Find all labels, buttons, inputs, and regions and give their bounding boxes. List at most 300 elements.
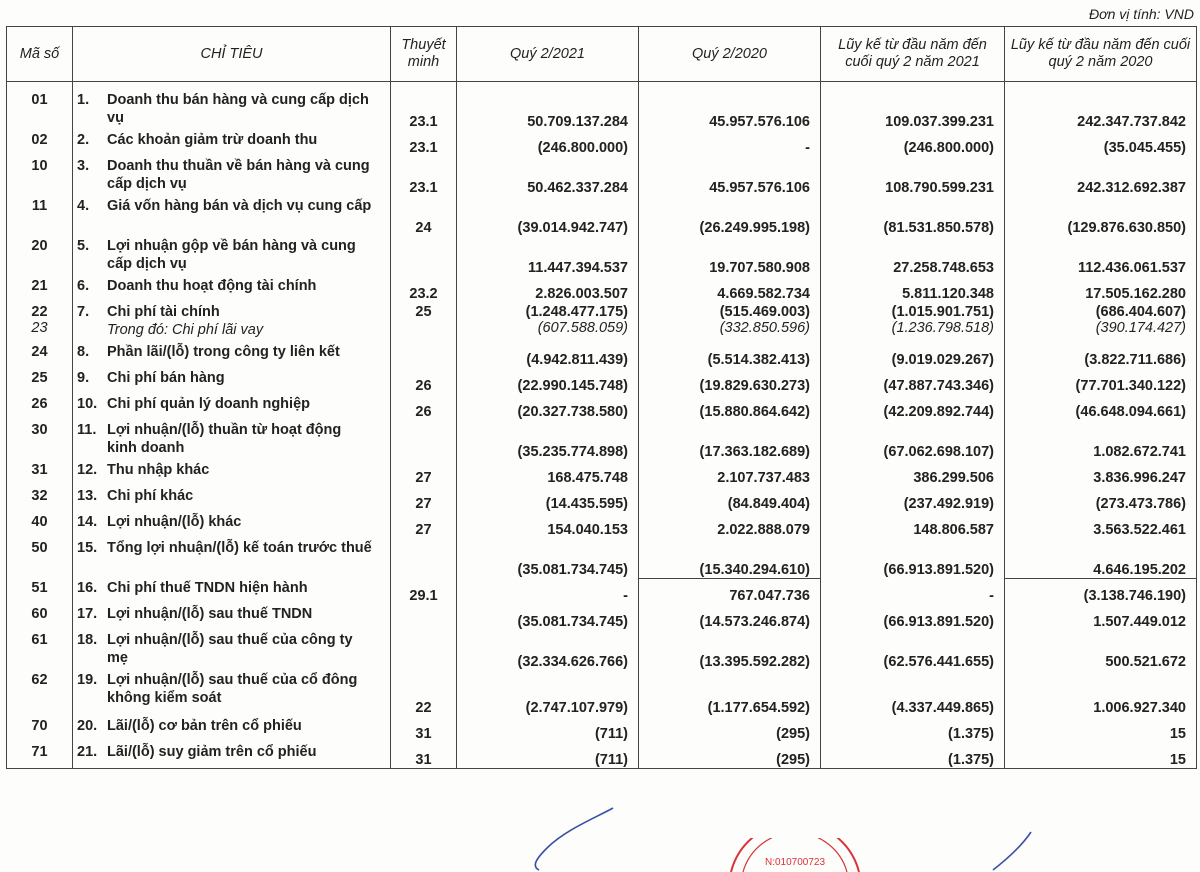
q2-2021-cell xyxy=(457,604,639,630)
value-ytd-2020: 15 xyxy=(1169,751,1186,768)
header-item: CHỈ TIÊU xyxy=(73,27,391,82)
value-ytd-2020: (46.648.094.661) xyxy=(1075,404,1186,420)
q2-2021-cell xyxy=(457,420,639,460)
row-number: 18. xyxy=(77,632,98,648)
ytd-2020-cell xyxy=(1005,130,1197,156)
value-ytd-2020: (35.045.455) xyxy=(1103,140,1186,156)
ytd-2021-cell xyxy=(821,630,1005,670)
ytd-2021-cell xyxy=(821,742,1005,768)
q2-2021-cell xyxy=(457,486,639,512)
q2-2020-cell xyxy=(639,90,821,130)
value-q2-2021: (22.990.145.748) xyxy=(517,378,628,394)
value-ytd-2020: (686.404.607) xyxy=(1095,304,1186,320)
row-code: 50 xyxy=(31,540,48,556)
code-cell xyxy=(7,130,73,156)
value-q2-2021: (2.747.107.979) xyxy=(525,700,628,716)
q2-2021-cell xyxy=(457,394,639,420)
row-label: Lợi nhuận/(lỗ) sau thuế của cổ đông không kiểm soát xyxy=(107,672,358,706)
q2-2020-cell xyxy=(639,156,821,196)
value-q2-2021: - xyxy=(623,588,628,604)
value-q2-2021: (14.435.595) xyxy=(545,496,628,512)
row-number: 11. xyxy=(77,422,97,438)
item-cell xyxy=(73,90,391,130)
table-row xyxy=(7,302,1197,342)
value-q2-2020: (84.849.404) xyxy=(727,496,810,512)
ytd-2021-cell xyxy=(821,342,1005,368)
table-row xyxy=(7,90,1197,130)
ytd-2020-cell xyxy=(1005,90,1197,130)
value-q2-2020: 767.047.736 xyxy=(729,588,810,604)
q2-2020-cell xyxy=(639,578,821,604)
ytd-2021-cell xyxy=(821,604,1005,630)
row-code: 62 xyxy=(31,672,48,688)
row-label: Chi phí khác xyxy=(107,488,194,504)
value-ytd-2021: (1.015.901.751) xyxy=(891,304,994,320)
table-row xyxy=(7,716,1197,742)
item-cell xyxy=(73,156,391,196)
table-row xyxy=(7,486,1197,512)
value-ytd-2020: (3.822.711.686) xyxy=(1084,352,1186,368)
value-ytd-2020: 3.563.522.461 xyxy=(1093,522,1186,538)
unit-label: Đơn vị tính: VND xyxy=(1089,6,1194,22)
row-label: Tổng lợi nhuận/(lỗ) kế toán trước thuế xyxy=(107,540,372,556)
note-cell xyxy=(391,302,457,342)
note-cell xyxy=(391,156,457,196)
value-ytd-2020: 242.347.737.842 xyxy=(1077,114,1186,130)
note-cell xyxy=(391,368,457,394)
code-cell xyxy=(7,394,73,420)
ytd-2021-cell xyxy=(821,670,1005,716)
ytd-2020-cell xyxy=(1005,604,1197,630)
q2-2020-cell xyxy=(639,538,821,578)
q2-2020-cell xyxy=(639,196,821,236)
note-cell xyxy=(391,90,457,130)
value-ytd-2021: (237.492.919) xyxy=(903,496,994,512)
row-label: Chi phí tài chính xyxy=(107,304,220,320)
q2-2021-cell xyxy=(457,276,639,302)
item-cell xyxy=(73,196,391,236)
value-q2-2020: (515.469.003) xyxy=(719,304,810,320)
table-row xyxy=(7,236,1197,276)
ytd-2021-cell xyxy=(821,90,1005,130)
ytd-2020-cell xyxy=(1005,742,1197,768)
ytd-2021-cell xyxy=(821,368,1005,394)
value-ytd-2021: (66.913.891.520) xyxy=(883,562,994,578)
q2-2020-cell xyxy=(639,512,821,538)
value-q2-2021: 11.447.394.537 xyxy=(528,260,628,276)
row-number: 14. xyxy=(77,514,98,530)
item-cell xyxy=(73,236,391,276)
value-q2-2020: (17.363.182.689) xyxy=(699,444,810,460)
value-q2-2021: 168.475.748 xyxy=(547,470,628,486)
value-q2-2021: (711) xyxy=(594,751,628,768)
table-row xyxy=(7,394,1197,420)
code-cell xyxy=(7,630,73,670)
row-label: Lãi/(lỗ) cơ bản trên cổ phiếu xyxy=(107,718,302,734)
row-label: Lợi nhuận/(lỗ) khác xyxy=(107,514,242,530)
q2-2021-cell xyxy=(457,670,639,716)
ytd-2021-cell xyxy=(821,460,1005,486)
q2-2020-cell xyxy=(639,236,821,276)
item-cell xyxy=(73,670,391,716)
item-cell xyxy=(73,512,391,538)
row-note: 25 xyxy=(415,304,432,320)
table-row xyxy=(7,130,1197,156)
row-number: 21. xyxy=(77,744,98,760)
item-cell xyxy=(73,538,391,578)
code-cell xyxy=(7,486,73,512)
header-code: Mã số xyxy=(7,27,73,82)
q2-2020-cell xyxy=(639,716,821,742)
row-number: 19. xyxy=(77,672,98,688)
value-q2-2020: 19.707.580.908 xyxy=(709,260,810,276)
value-q2-2020: - xyxy=(805,140,810,156)
row-number: 2. xyxy=(77,132,90,148)
row-code: 31 xyxy=(31,462,48,478)
q2-2021-cell xyxy=(457,156,639,196)
row-note: 31 xyxy=(415,751,432,768)
q2-2020-cell xyxy=(639,670,821,716)
header-q2-2020: Quý 2/2020 xyxy=(639,27,821,82)
ytd-2021-cell xyxy=(821,716,1005,742)
value-ytd-2020: 15 xyxy=(1169,726,1186,742)
row-code: 11 xyxy=(31,198,48,214)
ytd-2020-cell xyxy=(1005,630,1197,670)
note-cell xyxy=(391,604,457,630)
row-code: 71 xyxy=(31,744,48,760)
item-cell xyxy=(73,604,391,630)
row-note: 22 xyxy=(415,700,432,716)
note-cell xyxy=(391,670,457,716)
code-cell xyxy=(7,156,73,196)
note-cell xyxy=(391,716,457,742)
value-q2-2020: 2.107.737.483 xyxy=(717,470,810,486)
ytd-2021-cell xyxy=(821,578,1005,604)
table-row xyxy=(7,196,1197,236)
value-q2-2020: (1.177.654.592) xyxy=(707,700,810,716)
value-ytd-2020: (273.473.786) xyxy=(1095,496,1186,512)
code-cell xyxy=(7,512,73,538)
q2-2021-cell xyxy=(457,716,639,742)
row-label: Doanh thu thuần về bán hàng và cung cấp dịch vụ xyxy=(107,158,370,192)
ytd-2021-cell xyxy=(821,130,1005,156)
ytd-2021-cell xyxy=(821,486,1005,512)
value-ytd-2021: 5.811.120.348 xyxy=(902,286,994,302)
value-ytd-2021: - xyxy=(989,588,994,604)
value-q2-2021: (711) xyxy=(594,726,628,742)
code-cell xyxy=(7,342,73,368)
item-cell xyxy=(73,368,391,394)
q2-2021-cell xyxy=(457,578,639,604)
row-code: 01 xyxy=(31,92,48,108)
code-cell xyxy=(7,90,73,130)
value-ytd-2021: (42.209.892.744) xyxy=(883,404,994,420)
table-body xyxy=(7,82,1197,769)
value-ytd-2021: (62.576.441.655) xyxy=(883,654,994,670)
value-q2-2021: 50.709.137.284 xyxy=(527,114,628,130)
ytd-2020-cell xyxy=(1005,156,1197,196)
item-cell xyxy=(73,302,391,342)
code-cell xyxy=(7,196,73,236)
q2-2020-cell xyxy=(639,302,821,342)
ytd-2020-cell xyxy=(1005,716,1197,742)
row-label: Chi phí thuế TNDN hiện hành xyxy=(107,580,308,596)
value-ytd-2021: 148.806.587 xyxy=(913,522,994,538)
value-ytd-2020: 17.505.162.280 xyxy=(1085,286,1186,302)
note-cell xyxy=(391,486,457,512)
ytd-2021-cell xyxy=(821,512,1005,538)
row-label: Thu nhập khác xyxy=(107,462,210,478)
row-note: 24 xyxy=(415,220,432,236)
row-number: 13. xyxy=(77,488,98,504)
note-cell xyxy=(391,512,457,538)
row-code: 30 xyxy=(31,422,48,438)
item-cell xyxy=(73,394,391,420)
row-label: Giá vốn hàng bán và dịch vụ cung cấp xyxy=(107,198,372,214)
table-row xyxy=(7,460,1197,486)
value-q2-2020: (26.249.995.198) xyxy=(699,220,810,236)
value-ytd-2020: 1.507.449.012 xyxy=(1093,614,1186,630)
ytd-2021-cell xyxy=(821,302,1005,342)
note-cell xyxy=(391,538,457,578)
item-cell xyxy=(73,420,391,460)
row-number: 7. xyxy=(77,304,90,320)
ytd-2020-cell xyxy=(1005,342,1197,368)
note-cell xyxy=(391,630,457,670)
row-label: Lãi/(lỗ) suy giảm trên cổ phiếu xyxy=(107,744,317,760)
code-cell xyxy=(7,670,73,716)
value-ytd-2020: 242.312.692.387 xyxy=(1077,180,1186,196)
note-cell xyxy=(391,276,457,302)
table-row xyxy=(7,342,1197,368)
code-cell xyxy=(7,368,73,394)
value-q2-2020: (14.573.246.874) xyxy=(699,614,810,630)
q2-2021-cell xyxy=(457,236,639,276)
code-cell xyxy=(7,716,73,742)
value-q2-2021: (39.014.942.747) xyxy=(517,220,628,236)
value-ytd-2021: (81.531.850.578) xyxy=(883,220,994,236)
table-row xyxy=(7,604,1197,630)
q2-2020-cell xyxy=(639,368,821,394)
row-label: Doanh thu bán hàng và cung cấp dịch vụ xyxy=(107,92,369,126)
item-cell xyxy=(73,716,391,742)
header-ytd-2021: Lũy kế từ đầu năm đến cuối quý 2 năm 2021 xyxy=(821,27,1005,82)
code-cell xyxy=(7,276,73,302)
row-code: 22 xyxy=(31,304,48,320)
row-label: Phần lãi/(lỗ) trong công ty liên kết xyxy=(107,344,340,360)
value-ytd-2020: 112.436.061.537 xyxy=(1077,260,1186,276)
value-q2-2020: (5.514.382.413) xyxy=(707,352,810,368)
value-q2-2020: (295) xyxy=(776,726,810,742)
ytd-2020-cell xyxy=(1005,578,1197,604)
q2-2021-cell xyxy=(457,742,639,768)
item-cell xyxy=(73,342,391,368)
item-cell xyxy=(73,630,391,670)
value-ytd-2021: 386.299.506 xyxy=(913,470,994,486)
value-ytd-2021: 109.037.399.231 xyxy=(885,114,994,130)
code-cell xyxy=(7,302,73,342)
value-q2-2021: (35.081.734.745) xyxy=(517,614,628,630)
value-ytd-2021: (246.800.000) xyxy=(903,140,994,156)
value-ytd-2020: 3.836.996.247 xyxy=(1093,470,1186,486)
row-note: 23.1 xyxy=(409,114,438,130)
note-cell xyxy=(391,196,457,236)
row-code: 61 xyxy=(31,632,48,648)
row-note: 23.1 xyxy=(409,180,438,196)
code-cell xyxy=(7,460,73,486)
ytd-2021-cell xyxy=(821,196,1005,236)
header-note: Thuyết minh xyxy=(391,27,457,82)
row-number: 9. xyxy=(77,370,90,386)
stamp-text: N:010700723 xyxy=(765,857,826,868)
value-ytd-2020: (129.876.630.850) xyxy=(1067,220,1186,236)
value-q2-2021: (1.248.477.175) xyxy=(525,304,628,320)
row-code: 32 xyxy=(31,488,48,504)
row-note: 27 xyxy=(415,522,432,538)
item-cell xyxy=(73,460,391,486)
row-label: Chi phí quản lý doanh nghiệp xyxy=(107,396,310,412)
note-cell xyxy=(391,130,457,156)
row-code: 02 xyxy=(31,132,48,148)
value-ytd-2021: (1.375) xyxy=(948,751,994,768)
row-number: 1. xyxy=(77,92,90,108)
q2-2020-cell xyxy=(639,460,821,486)
ytd-2020-cell xyxy=(1005,394,1197,420)
row-label-sub: Trong đó: Chi phí lãi vay xyxy=(107,321,264,338)
value-q2-2020: 45.957.576.106 xyxy=(709,114,810,130)
ytd-2020-cell xyxy=(1005,486,1197,512)
row-code: 60 xyxy=(31,606,48,622)
value-ytd-2021: (67.062.698.107) xyxy=(883,444,994,460)
row-code: 40 xyxy=(31,514,48,530)
table-row xyxy=(7,368,1197,394)
note-cell xyxy=(391,420,457,460)
ytd-2020-cell xyxy=(1005,368,1197,394)
row-label: Chi phí bán hàng xyxy=(107,370,225,386)
row-label: Các khoản giảm trừ doanh thu xyxy=(107,132,318,148)
q2-2021-cell xyxy=(457,342,639,368)
table-row xyxy=(7,670,1197,716)
ytd-2020-cell xyxy=(1005,196,1197,236)
value-q2-2021: (4.942.811.439) xyxy=(526,352,628,368)
value-q2-2020-sub: (332.850.596) xyxy=(719,320,810,336)
note-cell xyxy=(391,460,457,486)
note-cell xyxy=(391,342,457,368)
ytd-2020-cell xyxy=(1005,236,1197,276)
row-label: Lợi nhuận/(lỗ) sau thuế TNDN xyxy=(107,606,313,622)
row-label: Doanh thu hoạt động tài chính xyxy=(107,278,317,294)
row-note: 29.1 xyxy=(409,588,438,604)
note-cell xyxy=(391,236,457,276)
value-q2-2020: (13.395.592.282) xyxy=(699,654,810,670)
item-cell xyxy=(73,742,391,768)
q2-2020-cell xyxy=(639,420,821,460)
ytd-2021-cell xyxy=(821,394,1005,420)
q2-2021-cell xyxy=(457,130,639,156)
income-statement-table xyxy=(6,26,1197,769)
code-cell xyxy=(7,236,73,276)
code-cell xyxy=(7,604,73,630)
row-code: 25 xyxy=(31,370,48,386)
row-code: 20 xyxy=(31,238,48,254)
header-q2-2021: Quý 2/2021 xyxy=(457,27,639,82)
q2-2020-cell xyxy=(639,742,821,768)
note-cell xyxy=(391,742,457,768)
value-ytd-2020: 500.521.672 xyxy=(1105,654,1186,670)
row-number: 12. xyxy=(77,462,98,478)
row-note: 31 xyxy=(415,726,432,742)
row-label: Lợi nhuận/(lỗ) sau thuế của công ty mẹ xyxy=(107,632,353,666)
value-q2-2020: (295) xyxy=(776,751,810,768)
row-note: 26 xyxy=(415,378,432,394)
q2-2020-cell xyxy=(639,604,821,630)
ytd-2020-cell xyxy=(1005,512,1197,538)
q2-2021-cell xyxy=(457,368,639,394)
row-note: 26 xyxy=(415,404,432,420)
value-ytd-2020: 1.006.927.340 xyxy=(1093,700,1186,716)
q2-2021-cell xyxy=(457,196,639,236)
q2-2020-cell xyxy=(639,630,821,670)
signature-mark-right xyxy=(985,830,1045,872)
row-number: 15. xyxy=(77,540,98,556)
ytd-2021-cell xyxy=(821,420,1005,460)
company-stamp xyxy=(725,838,865,872)
q2-2020-cell xyxy=(639,394,821,420)
row-number: 17. xyxy=(77,606,98,622)
q2-2021-cell xyxy=(457,512,639,538)
table-header xyxy=(7,27,1197,82)
value-ytd-2021: (47.887.743.346) xyxy=(883,378,994,394)
table-row xyxy=(7,630,1197,670)
ytd-2021-cell xyxy=(821,276,1005,302)
value-ytd-2020-sub: (390.174.427) xyxy=(1095,320,1186,336)
value-ytd-2021: (66.913.891.520) xyxy=(883,614,994,630)
ytd-2020-cell xyxy=(1005,420,1197,460)
q2-2021-cell xyxy=(457,460,639,486)
row-note: 23.1 xyxy=(409,140,438,156)
row-label: Lợi nhuận/(lỗ) thuần từ hoạt động kinh doanh xyxy=(107,422,342,456)
q2-2021-cell xyxy=(457,302,639,342)
row-number: 16. xyxy=(77,580,98,596)
note-cell xyxy=(391,578,457,604)
value-ytd-2021-sub: (1.236.798.518) xyxy=(891,320,994,336)
value-ytd-2020: 1.082.672.741 xyxy=(1093,444,1186,460)
code-cell xyxy=(7,742,73,768)
value-ytd-2021: 27.258.748.653 xyxy=(893,260,994,276)
q2-2020-cell xyxy=(639,486,821,512)
table-row xyxy=(7,512,1197,538)
value-ytd-2020: (3.138.746.190) xyxy=(1083,588,1186,604)
row-code: 26 xyxy=(31,396,48,412)
row-number: 5. xyxy=(77,238,90,254)
value-q2-2021: 154.040.153 xyxy=(547,522,628,538)
value-q2-2021: 2.826.003.507 xyxy=(535,286,628,302)
ytd-2021-cell xyxy=(821,236,1005,276)
header-ytd-2020: Lũy kế từ đầu năm đến cuối quý 2 năm 2020 xyxy=(1005,27,1197,82)
q2-2021-cell xyxy=(457,630,639,670)
code-cell xyxy=(7,538,73,578)
q2-2021-cell xyxy=(457,538,639,578)
value-q2-2021: (20.327.738.580) xyxy=(517,404,628,420)
value-ytd-2021: (1.375) xyxy=(948,726,994,742)
table-row xyxy=(7,742,1197,768)
item-cell xyxy=(73,276,391,302)
ytd-2020-cell xyxy=(1005,670,1197,716)
q2-2020-cell xyxy=(639,276,821,302)
row-note: 27 xyxy=(415,496,432,512)
ytd-2020-cell xyxy=(1005,460,1197,486)
value-ytd-2021: 108.790.599.231 xyxy=(885,180,994,196)
